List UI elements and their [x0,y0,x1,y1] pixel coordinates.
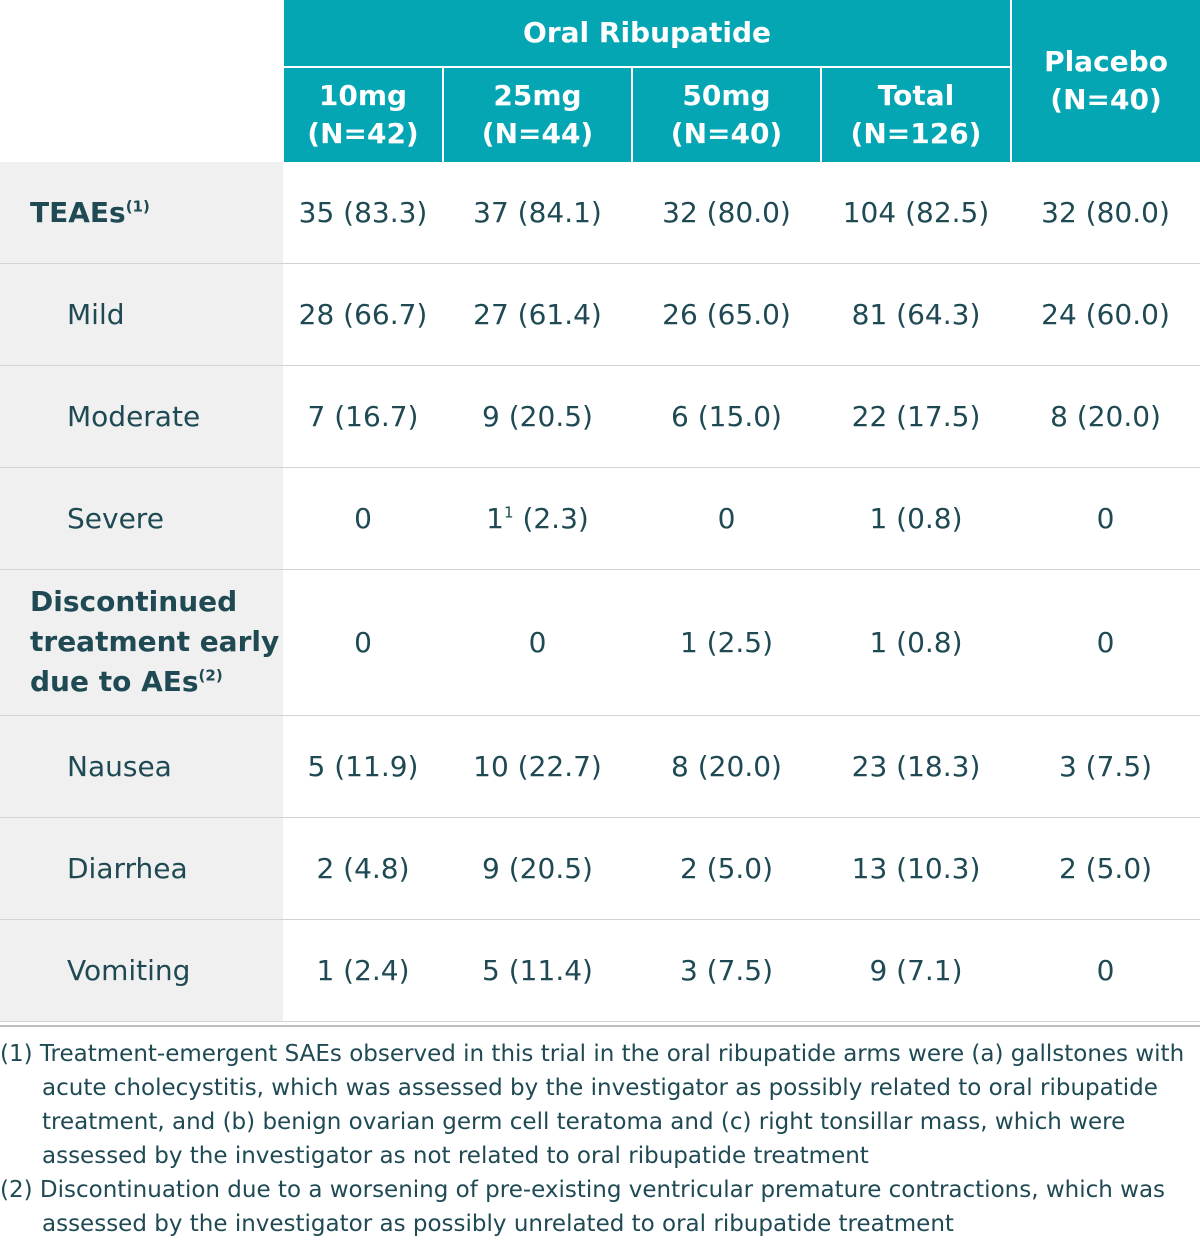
table-cell: 9 (20.5) [443,365,632,467]
header-10mg [283,67,443,162]
dose-label: 10mg [318,79,408,112]
table-row-diarrhea [0,817,1200,919]
footnote-1: (1) Treatment-emergent SAEs observed in this trial in the oral ribupatide arms were (a) gallstones with acute cholecystitis, which was assessed by the investigator as possibly related to oral ribupatide treatment, and (b) benign ovarian germ cell teratoma and (c) right tonsillar mass, which were assessed by the investigator as not related to oral ribupatide treatment [0,1041,1185,1169]
table-cell: 10 (22.7) [443,715,632,817]
dose-label: 50mg [682,79,771,112]
table-cell: 32 (80.0) [632,162,821,263]
table-cell: 9 (20.5) [443,817,632,919]
row-label: Nausea [0,715,283,817]
table-cell: 2 (5.0) [632,817,821,919]
table-cell: 26 (65.0) [632,263,821,365]
table-cell: 2 (5.0) [1011,817,1200,919]
table-row-severe [0,467,1200,569]
table-cell: 5 (11.4) [443,919,632,1021]
row-label: Mild [0,263,283,365]
cell-value-tail: (2.3) [513,501,589,535]
table-cell: 1 (0.8) [821,569,1011,715]
footnote-ref: (1) [125,197,150,216]
table-cell: 1 (2.4) [283,919,443,1021]
table-cell: 0 [283,569,443,715]
table-cell: 81 (64.3) [821,263,1011,365]
table-cell: 24 (60.0) [1011,263,1200,365]
table-cell: 2 (4.8) [283,817,443,919]
row-label: Diarrhea [0,817,283,919]
table-cell: 27 (61.4) [443,263,632,365]
row-label [0,162,283,263]
table-cell: 0 [632,467,821,569]
header-oral-ribupatide: Oral Ribupatide [283,0,1011,67]
table-cell: 9 (7.1) [821,919,1011,1021]
table-row-nausea [0,715,1200,817]
dose-n: (N=42) [307,117,419,150]
row-label-line-text: due to AEs [30,665,199,698]
dose-n: (N=40) [670,117,783,150]
header-25mg [443,67,632,162]
table-cell: 22 (17.5) [821,365,1011,467]
row-label: Moderate [0,365,283,467]
row-label-line [30,662,283,702]
dose-label: 25mg [493,79,582,112]
table-cell: 0 [443,569,632,715]
table-row-mild [0,263,1200,365]
table-cell: 7 (16.7) [283,365,443,467]
header-total [821,67,1011,162]
table-cell: 13 (10.3) [821,817,1011,919]
table-cell: 32 (80.0) [1011,162,1200,263]
table-row-teaes [0,162,1200,263]
dose-n: (N=44) [481,117,594,150]
table-cell: 1 (2.5) [632,569,821,715]
table-cell: 37 (84.1) [443,162,632,263]
placebo-n: (N=40) [1050,83,1162,116]
table-cell: 0 [1011,467,1200,569]
header-50mg [632,67,821,162]
footnote-ref: 1 [504,503,514,522]
dose-n: (N=126) [850,117,982,150]
table-cell: 3 (7.5) [1011,715,1200,817]
table-cell: 6 (15.0) [632,365,821,467]
footnote-2: (2) Discontinuation due to a worsening of pre-existing ventricular premature contractions, which was assessed by the investigator as possibly unrelated to oral ribupatide treatment [0,1177,1166,1237]
row-label: Vomiting [0,919,283,1021]
row-label-text: TEAEs [30,195,126,229]
row-label [0,569,283,715]
row-label-line: Discontinued [30,585,238,618]
cell-value: 1 [486,501,504,535]
table-cell: 8 (20.0) [1011,365,1200,467]
table-cell: 8 (20.0) [632,715,821,817]
table-cell: 0 [1011,919,1200,1021]
table-cell: 35 (83.3) [283,162,443,263]
footnote-ref: (2) [198,666,223,685]
table-cell: 23 (18.3) [821,715,1011,817]
row-label: Severe [0,467,283,569]
table-cell: 0 [1011,569,1200,715]
header-placebo [1011,0,1200,162]
header-blank-cell [0,0,283,162]
footnotes [0,1025,1200,1241]
table-cell [443,467,632,569]
table-row-vomiting [0,919,1200,1021]
table-row-discontinued [0,569,1200,715]
table-cell: 5 (11.9) [283,715,443,817]
row-label-line: treatment early [30,625,280,658]
dose-label: Total [877,79,955,112]
table-cell: 0 [283,467,443,569]
table-cell: 1 (0.8) [821,467,1011,569]
placebo-label: Placebo [1044,45,1168,78]
table-cell: 104 (82.5) [821,162,1011,263]
table-cell: 3 (7.5) [632,919,821,1021]
table-cell: 28 (66.7) [283,263,443,365]
table-row-moderate [0,365,1200,467]
